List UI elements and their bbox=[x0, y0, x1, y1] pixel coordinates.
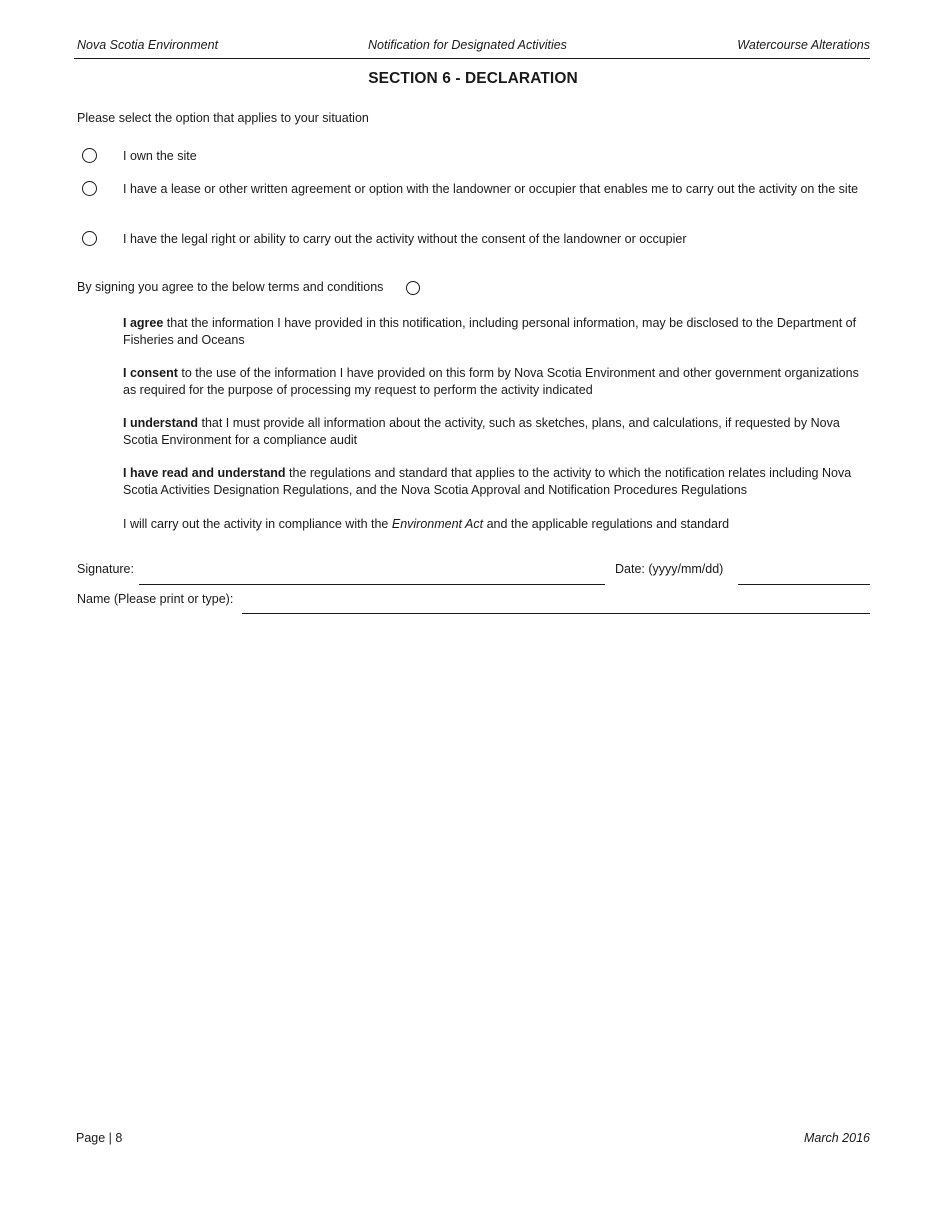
option-label: I have a lease or other written agreement or option with the landowner or occupier that enables me to carry out the activity on the site bbox=[123, 182, 859, 196]
page-number: Page | 8 bbox=[76, 1131, 123, 1145]
section-title: SECTION 6 - DECLARATION bbox=[368, 70, 578, 87]
term-lead: I agree bbox=[123, 316, 164, 330]
term-agree-disclosure bbox=[123, 315, 868, 349]
radio-agree-terms[interactable] bbox=[406, 281, 420, 295]
option-label: I own the site bbox=[123, 149, 197, 163]
term-body-end: and the applicable regulations and standard bbox=[483, 517, 730, 531]
radio-lease-agreement[interactable] bbox=[82, 181, 97, 196]
revision-date: March 2016 bbox=[803, 1131, 870, 1145]
agree-terms-row[interactable] bbox=[77, 280, 477, 294]
header-divider bbox=[74, 58, 870, 59]
date-label: Date: (yyyy/mm/dd) bbox=[615, 562, 724, 576]
term-understand-audit bbox=[123, 415, 868, 449]
signature-field[interactable] bbox=[139, 584, 605, 585]
page-header bbox=[76, 38, 870, 58]
term-body-start: I will carry out the activity in compliance with the bbox=[123, 517, 392, 531]
term-body: to the use of the information I have provided on this form by Nova Scotia Environment and other government organizations as required for the purpose of processing my request to perform the activity indicated bbox=[123, 366, 859, 397]
radio-own-site[interactable] bbox=[82, 148, 97, 163]
date-field[interactable] bbox=[738, 584, 870, 585]
signature-label: Signature: bbox=[77, 562, 134, 576]
term-lead: I understand bbox=[123, 416, 199, 430]
term-lead: I consent bbox=[123, 366, 178, 380]
term-read-regulations bbox=[123, 465, 868, 499]
term-body: that I must provide all information about the activity, such as sketches, plans, and calculations, if requested by Nova Scotia Environment for a compliance audit bbox=[123, 416, 840, 447]
option-label: I have the legal right or ability to carry out the activity without the consent of the landowner or occupier bbox=[123, 232, 687, 246]
header-form-title: Notification for Designated Activities bbox=[368, 38, 567, 52]
radio-legal-right[interactable] bbox=[82, 231, 97, 246]
name-label: Name (Please print or type): bbox=[77, 592, 234, 606]
term-lead: I have read and understand bbox=[123, 466, 286, 480]
term-body: the regulations and standard that applies to the activity to which the notification relates including Nova Scotia Activities Designation Regulations, and the Nova Scotia Approval and Notification Procedures Regulations bbox=[123, 466, 852, 497]
term-act-name: Environment Act bbox=[391, 517, 484, 531]
header-organization: Nova Scotia Environment bbox=[77, 38, 219, 52]
term-body: that the information I have provided in this notification, including personal information, may be disclosed to the Department of Fisheries and Oceans bbox=[123, 316, 857, 347]
header-category: Watercourse Alterations bbox=[737, 38, 870, 52]
name-field[interactable] bbox=[242, 613, 870, 614]
term-compliance bbox=[123, 516, 868, 533]
term-consent-use bbox=[123, 365, 868, 399]
instruction-text: Please select the option that applies to your situation bbox=[77, 111, 369, 125]
agree-terms-label: By signing you agree to the below terms and conditions bbox=[77, 280, 384, 294]
